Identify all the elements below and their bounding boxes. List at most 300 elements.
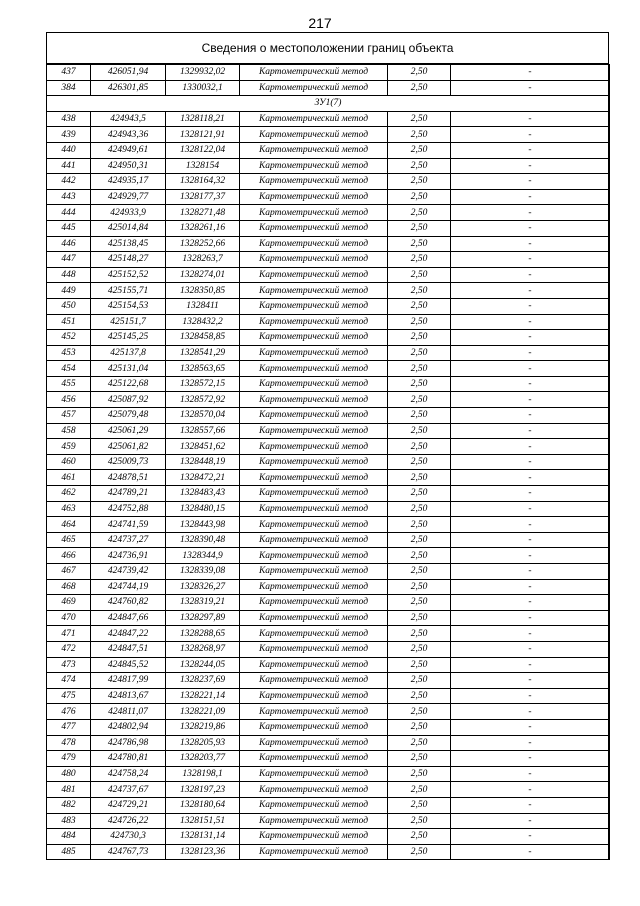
description-cell: - <box>451 267 610 283</box>
accuracy-cell: 2,50 <box>388 532 451 548</box>
table-row <box>47 470 610 486</box>
description-cell: - <box>451 80 610 96</box>
point-number-cell: 466 <box>47 548 91 564</box>
point-number-cell: 469 <box>47 595 91 611</box>
table-row <box>47 766 610 782</box>
table-row <box>47 314 610 330</box>
description-cell: - <box>451 298 610 314</box>
description-cell: - <box>451 657 610 673</box>
y-coordinate-cell: 1328118,21 <box>166 111 240 127</box>
table-row <box>47 501 610 517</box>
x-coordinate-cell: 425154,53 <box>91 298 166 314</box>
point-number-cell: 451 <box>47 314 91 330</box>
description-cell: - <box>451 626 610 642</box>
y-coordinate-cell: 1328198,1 <box>166 766 240 782</box>
table-row <box>47 517 610 533</box>
method-cell: Картометрический метод <box>240 423 388 439</box>
y-coordinate-cell: 1328274,01 <box>166 267 240 283</box>
point-number-cell: 483 <box>47 813 91 829</box>
x-coordinate-cell: 425131,04 <box>91 361 166 377</box>
x-coordinate-cell: 425122,68 <box>91 376 166 392</box>
accuracy-cell: 2,50 <box>388 766 451 782</box>
description-cell: - <box>451 283 610 299</box>
method-cell: Картометрический метод <box>240 829 388 845</box>
method-cell: Картометрический метод <box>240 470 388 486</box>
table-row <box>47 111 610 127</box>
y-coordinate-cell: 1328244,05 <box>166 657 240 673</box>
description-cell: - <box>451 595 610 611</box>
x-coordinate-cell: 425061,82 <box>91 439 166 455</box>
table-row <box>47 797 610 813</box>
accuracy-cell: 2,50 <box>388 283 451 299</box>
accuracy-cell: 2,50 <box>388 189 451 205</box>
table-row <box>47 813 610 829</box>
point-number-cell: 440 <box>47 142 91 158</box>
point-number-cell: 481 <box>47 782 91 798</box>
method-cell: Картометрический метод <box>240 158 388 174</box>
y-coordinate-cell: 1328572,92 <box>166 392 240 408</box>
method-cell: Картометрический метод <box>240 376 388 392</box>
table-row <box>47 361 610 377</box>
y-coordinate-cell: 1328297,89 <box>166 610 240 626</box>
description-cell: - <box>451 252 610 268</box>
table-row <box>47 579 610 595</box>
description-cell: - <box>451 517 610 533</box>
x-coordinate-cell: 425014,84 <box>91 220 166 236</box>
method-cell: Картометрический метод <box>240 564 388 580</box>
table-row <box>47 283 610 299</box>
method-cell: Картометрический метод <box>240 751 388 767</box>
description-cell: - <box>451 345 610 361</box>
accuracy-cell: 2,50 <box>388 314 451 330</box>
y-coordinate-cell: 1328197,23 <box>166 782 240 798</box>
method-cell: Картометрический метод <box>240 517 388 533</box>
method-cell: Картометрический метод <box>240 844 388 860</box>
accuracy-cell: 2,50 <box>388 423 451 439</box>
method-cell: Картометрический метод <box>240 330 388 346</box>
boundary-sheet <box>46 32 609 860</box>
y-coordinate-cell: 1328271,48 <box>166 205 240 221</box>
accuracy-cell: 2,50 <box>388 782 451 798</box>
x-coordinate-cell: 424802,94 <box>91 719 166 735</box>
y-coordinate-cell: 1328121,91 <box>166 127 240 143</box>
y-coordinate-cell: 1328570,04 <box>166 408 240 424</box>
y-coordinate-cell: 1328122,04 <box>166 142 240 158</box>
accuracy-cell: 2,50 <box>388 330 451 346</box>
accuracy-cell: 2,50 <box>388 688 451 704</box>
x-coordinate-cell: 424943,36 <box>91 127 166 143</box>
point-number-cell: 446 <box>47 236 91 252</box>
point-number-cell: 447 <box>47 252 91 268</box>
y-coordinate-cell: 1328268,97 <box>166 641 240 657</box>
point-number-cell: 442 <box>47 174 91 190</box>
accuracy-cell: 2,50 <box>388 392 451 408</box>
description-cell: - <box>451 205 610 221</box>
accuracy-cell: 2,50 <box>388 174 451 190</box>
description-cell: - <box>451 220 610 236</box>
method-cell: Картометрический метод <box>240 283 388 299</box>
y-coordinate-cell: 1328205,93 <box>166 735 240 751</box>
method-cell: Картометрический метод <box>240 408 388 424</box>
accuracy-cell: 2,50 <box>388 486 451 502</box>
y-coordinate-cell: 1328252,66 <box>166 236 240 252</box>
description-cell: - <box>451 673 610 689</box>
x-coordinate-cell: 424752,88 <box>91 501 166 517</box>
x-coordinate-cell: 424786,98 <box>91 735 166 751</box>
method-cell: Картометрический метод <box>240 189 388 205</box>
x-coordinate-cell: 424760,82 <box>91 595 166 611</box>
method-cell: Картометрический метод <box>240 314 388 330</box>
y-coordinate-cell: 1328390,48 <box>166 532 240 548</box>
accuracy-cell: 2,50 <box>388 345 451 361</box>
method-cell: Картометрический метод <box>240 345 388 361</box>
table-row <box>47 641 610 657</box>
table-row <box>47 80 610 96</box>
point-number-cell: 453 <box>47 345 91 361</box>
method-cell: Картометрический метод <box>240 501 388 517</box>
x-coordinate-cell: 426051,94 <box>91 65 166 81</box>
y-coordinate-cell: 1328180,64 <box>166 797 240 813</box>
method-cell: Картометрический метод <box>240 486 388 502</box>
accuracy-cell: 2,50 <box>388 829 451 845</box>
description-cell: - <box>451 361 610 377</box>
point-number-cell: 439 <box>47 127 91 143</box>
coordinates-table <box>46 64 610 860</box>
x-coordinate-cell: 426301,85 <box>91 80 166 96</box>
y-coordinate-cell: 1328288,65 <box>166 626 240 642</box>
description-cell: - <box>451 751 610 767</box>
table-row <box>47 174 610 190</box>
accuracy-cell: 2,50 <box>388 517 451 533</box>
table-row <box>47 486 610 502</box>
y-coordinate-cell: 1328344,9 <box>166 548 240 564</box>
table-row <box>47 252 610 268</box>
point-number-cell: 482 <box>47 797 91 813</box>
table-row <box>47 345 610 361</box>
table-row <box>47 829 610 845</box>
accuracy-cell: 2,50 <box>388 564 451 580</box>
method-cell: Картометрический метод <box>240 641 388 657</box>
accuracy-cell: 2,50 <box>388 454 451 470</box>
point-number-cell: 438 <box>47 111 91 127</box>
method-cell: Картометрический метод <box>240 735 388 751</box>
method-cell: Картометрический метод <box>240 766 388 782</box>
accuracy-cell: 2,50 <box>388 641 451 657</box>
y-coordinate-cell: 1328458,85 <box>166 330 240 346</box>
y-coordinate-cell: 1328123,36 <box>166 844 240 860</box>
method-cell: Картометрический метод <box>240 454 388 470</box>
accuracy-cell: 2,50 <box>388 657 451 673</box>
point-number-cell: 462 <box>47 486 91 502</box>
x-coordinate-cell: 424929,77 <box>91 189 166 205</box>
x-coordinate-cell: 425148,27 <box>91 252 166 268</box>
table-row <box>47 548 610 564</box>
method-cell: Картометрический метод <box>240 65 388 81</box>
table-row <box>47 751 610 767</box>
y-coordinate-cell: 1328154 <box>166 158 240 174</box>
accuracy-cell: 2,50 <box>388 813 451 829</box>
method-cell: Картометрический метод <box>240 704 388 720</box>
accuracy-cell: 2,50 <box>388 579 451 595</box>
x-coordinate-cell: 424789,21 <box>91 486 166 502</box>
table-row <box>47 330 610 346</box>
accuracy-cell: 2,50 <box>388 408 451 424</box>
method-cell: Картометрический метод <box>240 111 388 127</box>
point-number-cell: 463 <box>47 501 91 517</box>
group-row <box>47 96 610 112</box>
table-row <box>47 376 610 392</box>
method-cell: Картометрический метод <box>240 610 388 626</box>
table-row <box>47 719 610 735</box>
point-number-cell: 476 <box>47 704 91 720</box>
y-coordinate-cell: 1328164,32 <box>166 174 240 190</box>
method-cell: Картометрический метод <box>240 236 388 252</box>
accuracy-cell: 2,50 <box>388 844 451 860</box>
accuracy-cell: 2,50 <box>388 65 451 81</box>
method-cell: Картометрический метод <box>240 688 388 704</box>
accuracy-cell: 2,50 <box>388 735 451 751</box>
y-coordinate-cell: 1328339,08 <box>166 564 240 580</box>
accuracy-cell: 2,50 <box>388 704 451 720</box>
description-cell: - <box>451 158 610 174</box>
table-row <box>47 423 610 439</box>
y-coordinate-cell: 1328451,62 <box>166 439 240 455</box>
method-cell: Картометрический метод <box>240 252 388 268</box>
method-cell: Картометрический метод <box>240 267 388 283</box>
x-coordinate-cell: 425155,71 <box>91 283 166 299</box>
table-row <box>47 688 610 704</box>
point-number-cell: 472 <box>47 641 91 657</box>
x-coordinate-cell: 424729,21 <box>91 797 166 813</box>
point-number-cell: 480 <box>47 766 91 782</box>
table-row <box>47 408 610 424</box>
method-cell: Картометрический метод <box>240 142 388 158</box>
description-cell: - <box>451 735 610 751</box>
point-number-cell: 473 <box>47 657 91 673</box>
point-number-cell: 443 <box>47 189 91 205</box>
table-row <box>47 735 610 751</box>
accuracy-cell: 2,50 <box>388 719 451 735</box>
y-coordinate-cell: 1328483,43 <box>166 486 240 502</box>
table-row <box>47 595 610 611</box>
point-number-cell: 460 <box>47 454 91 470</box>
point-number-cell: 474 <box>47 673 91 689</box>
description-cell: - <box>451 454 610 470</box>
y-coordinate-cell: 1328221,14 <box>166 688 240 704</box>
description-cell: - <box>451 829 610 845</box>
y-coordinate-cell: 1328151,51 <box>166 813 240 829</box>
y-coordinate-cell: 1328448,19 <box>166 454 240 470</box>
method-cell: Картометрический метод <box>240 626 388 642</box>
y-coordinate-cell: 1328319,21 <box>166 595 240 611</box>
table-row <box>47 610 610 626</box>
x-coordinate-cell: 424730,3 <box>91 829 166 845</box>
accuracy-cell: 2,50 <box>388 142 451 158</box>
y-coordinate-cell: 1328541,29 <box>166 345 240 361</box>
description-cell: - <box>451 439 610 455</box>
point-number-cell: 458 <box>47 423 91 439</box>
accuracy-cell: 2,50 <box>388 595 451 611</box>
accuracy-cell: 2,50 <box>388 158 451 174</box>
x-coordinate-cell: 424943,5 <box>91 111 166 127</box>
accuracy-cell: 2,50 <box>388 127 451 143</box>
table-row <box>47 657 610 673</box>
point-number-cell: 470 <box>47 610 91 626</box>
method-cell: Картометрический метод <box>240 174 388 190</box>
description-cell: - <box>451 408 610 424</box>
accuracy-cell: 2,50 <box>388 626 451 642</box>
y-coordinate-cell: 1328472,21 <box>166 470 240 486</box>
point-number-cell: 444 <box>47 205 91 221</box>
x-coordinate-cell: 425061,29 <box>91 423 166 439</box>
method-cell: Картометрический метод <box>240 220 388 236</box>
description-cell: - <box>451 111 610 127</box>
x-coordinate-cell: 424878,51 <box>91 470 166 486</box>
table-row <box>47 439 610 455</box>
point-number-cell: 445 <box>47 220 91 236</box>
y-coordinate-cell: 1328203,77 <box>166 751 240 767</box>
x-coordinate-cell: 425138,45 <box>91 236 166 252</box>
accuracy-cell: 2,50 <box>388 439 451 455</box>
description-cell: - <box>451 65 610 81</box>
description-cell: - <box>451 392 610 408</box>
x-coordinate-cell: 425137,8 <box>91 345 166 361</box>
accuracy-cell: 2,50 <box>388 80 451 96</box>
x-coordinate-cell: 424739,42 <box>91 564 166 580</box>
method-cell: Картометрический метод <box>240 532 388 548</box>
point-number-cell: 437 <box>47 65 91 81</box>
table-row <box>47 127 610 143</box>
y-coordinate-cell: 1328326,27 <box>166 579 240 595</box>
table-row <box>47 298 610 314</box>
table-row <box>47 142 610 158</box>
accuracy-cell: 2,50 <box>388 751 451 767</box>
method-cell: Картометрический метод <box>240 298 388 314</box>
y-coordinate-cell: 1328131,14 <box>166 829 240 845</box>
accuracy-cell: 2,50 <box>388 236 451 252</box>
y-coordinate-cell: 1330032,1 <box>166 80 240 96</box>
x-coordinate-cell: 424847,66 <box>91 610 166 626</box>
description-cell: - <box>451 470 610 486</box>
table-row <box>47 267 610 283</box>
y-coordinate-cell: 1328411 <box>166 298 240 314</box>
point-number-cell: 479 <box>47 751 91 767</box>
x-coordinate-cell: 425009,73 <box>91 454 166 470</box>
group-label: ЗУ1(7) <box>47 96 610 112</box>
x-coordinate-cell: 424726,22 <box>91 813 166 829</box>
x-coordinate-cell: 425079,48 <box>91 408 166 424</box>
description-cell: - <box>451 719 610 735</box>
table-row <box>47 189 610 205</box>
point-number-cell: 454 <box>47 361 91 377</box>
table-row <box>47 532 610 548</box>
accuracy-cell: 2,50 <box>388 673 451 689</box>
description-cell: - <box>451 766 610 782</box>
x-coordinate-cell: 424847,22 <box>91 626 166 642</box>
x-coordinate-cell: 424813,67 <box>91 688 166 704</box>
x-coordinate-cell: 424950,31 <box>91 158 166 174</box>
y-coordinate-cell: 1328432,2 <box>166 314 240 330</box>
description-cell: - <box>451 142 610 158</box>
method-cell: Картометрический метод <box>240 361 388 377</box>
y-coordinate-cell: 1328177,37 <box>166 189 240 205</box>
description-cell: - <box>451 501 610 517</box>
point-number-cell: 455 <box>47 376 91 392</box>
y-coordinate-cell: 1328557,66 <box>166 423 240 439</box>
point-number-cell: 449 <box>47 283 91 299</box>
description-cell: - <box>451 579 610 595</box>
table-row <box>47 626 610 642</box>
accuracy-cell: 2,50 <box>388 111 451 127</box>
description-cell: - <box>451 314 610 330</box>
x-coordinate-cell: 424737,67 <box>91 782 166 798</box>
x-coordinate-cell: 424847,51 <box>91 641 166 657</box>
description-cell: - <box>451 376 610 392</box>
x-coordinate-cell: 425152,52 <box>91 267 166 283</box>
point-number-cell: 450 <box>47 298 91 314</box>
x-coordinate-cell: 425145,25 <box>91 330 166 346</box>
point-number-cell: 384 <box>47 80 91 96</box>
table-row <box>47 454 610 470</box>
accuracy-cell: 2,50 <box>388 361 451 377</box>
table-row <box>47 205 610 221</box>
description-cell: - <box>451 532 610 548</box>
method-cell: Картометрический метод <box>240 673 388 689</box>
y-coordinate-cell: 1328219,86 <box>166 719 240 735</box>
point-number-cell: 448 <box>47 267 91 283</box>
method-cell: Картометрический метод <box>240 657 388 673</box>
x-coordinate-cell: 424767,73 <box>91 844 166 860</box>
y-coordinate-cell: 1328263,7 <box>166 252 240 268</box>
method-cell: Картометрический метод <box>240 813 388 829</box>
point-number-cell: 485 <box>47 844 91 860</box>
y-coordinate-cell: 1328480,15 <box>166 501 240 517</box>
y-coordinate-cell: 1328350,85 <box>166 283 240 299</box>
y-coordinate-cell: 1328261,16 <box>166 220 240 236</box>
x-coordinate-cell: 424737,27 <box>91 532 166 548</box>
point-number-cell: 465 <box>47 532 91 548</box>
method-cell: Картометрический метод <box>240 392 388 408</box>
description-cell: - <box>451 688 610 704</box>
description-cell: - <box>451 423 610 439</box>
point-number-cell: 459 <box>47 439 91 455</box>
accuracy-cell: 2,50 <box>388 252 451 268</box>
table-row <box>47 782 610 798</box>
x-coordinate-cell: 424845,52 <box>91 657 166 673</box>
accuracy-cell: 2,50 <box>388 501 451 517</box>
method-cell: Картометрический метод <box>240 595 388 611</box>
point-number-cell: 468 <box>47 579 91 595</box>
y-coordinate-cell: 1329932,02 <box>166 65 240 81</box>
x-coordinate-cell: 424811,07 <box>91 704 166 720</box>
point-number-cell: 477 <box>47 719 91 735</box>
point-number-cell: 478 <box>47 735 91 751</box>
description-cell: - <box>451 813 610 829</box>
point-number-cell: 456 <box>47 392 91 408</box>
accuracy-cell: 2,50 <box>388 298 451 314</box>
description-cell: - <box>451 236 610 252</box>
page-number: 217 <box>308 15 332 31</box>
table-row <box>47 220 610 236</box>
table-row <box>47 704 610 720</box>
table-row <box>47 236 610 252</box>
accuracy-cell: 2,50 <box>388 610 451 626</box>
accuracy-cell: 2,50 <box>388 267 451 283</box>
method-cell: Картометрический метод <box>240 782 388 798</box>
method-cell: Картометрический метод <box>240 579 388 595</box>
point-number-cell: 464 <box>47 517 91 533</box>
accuracy-cell: 2,50 <box>388 797 451 813</box>
